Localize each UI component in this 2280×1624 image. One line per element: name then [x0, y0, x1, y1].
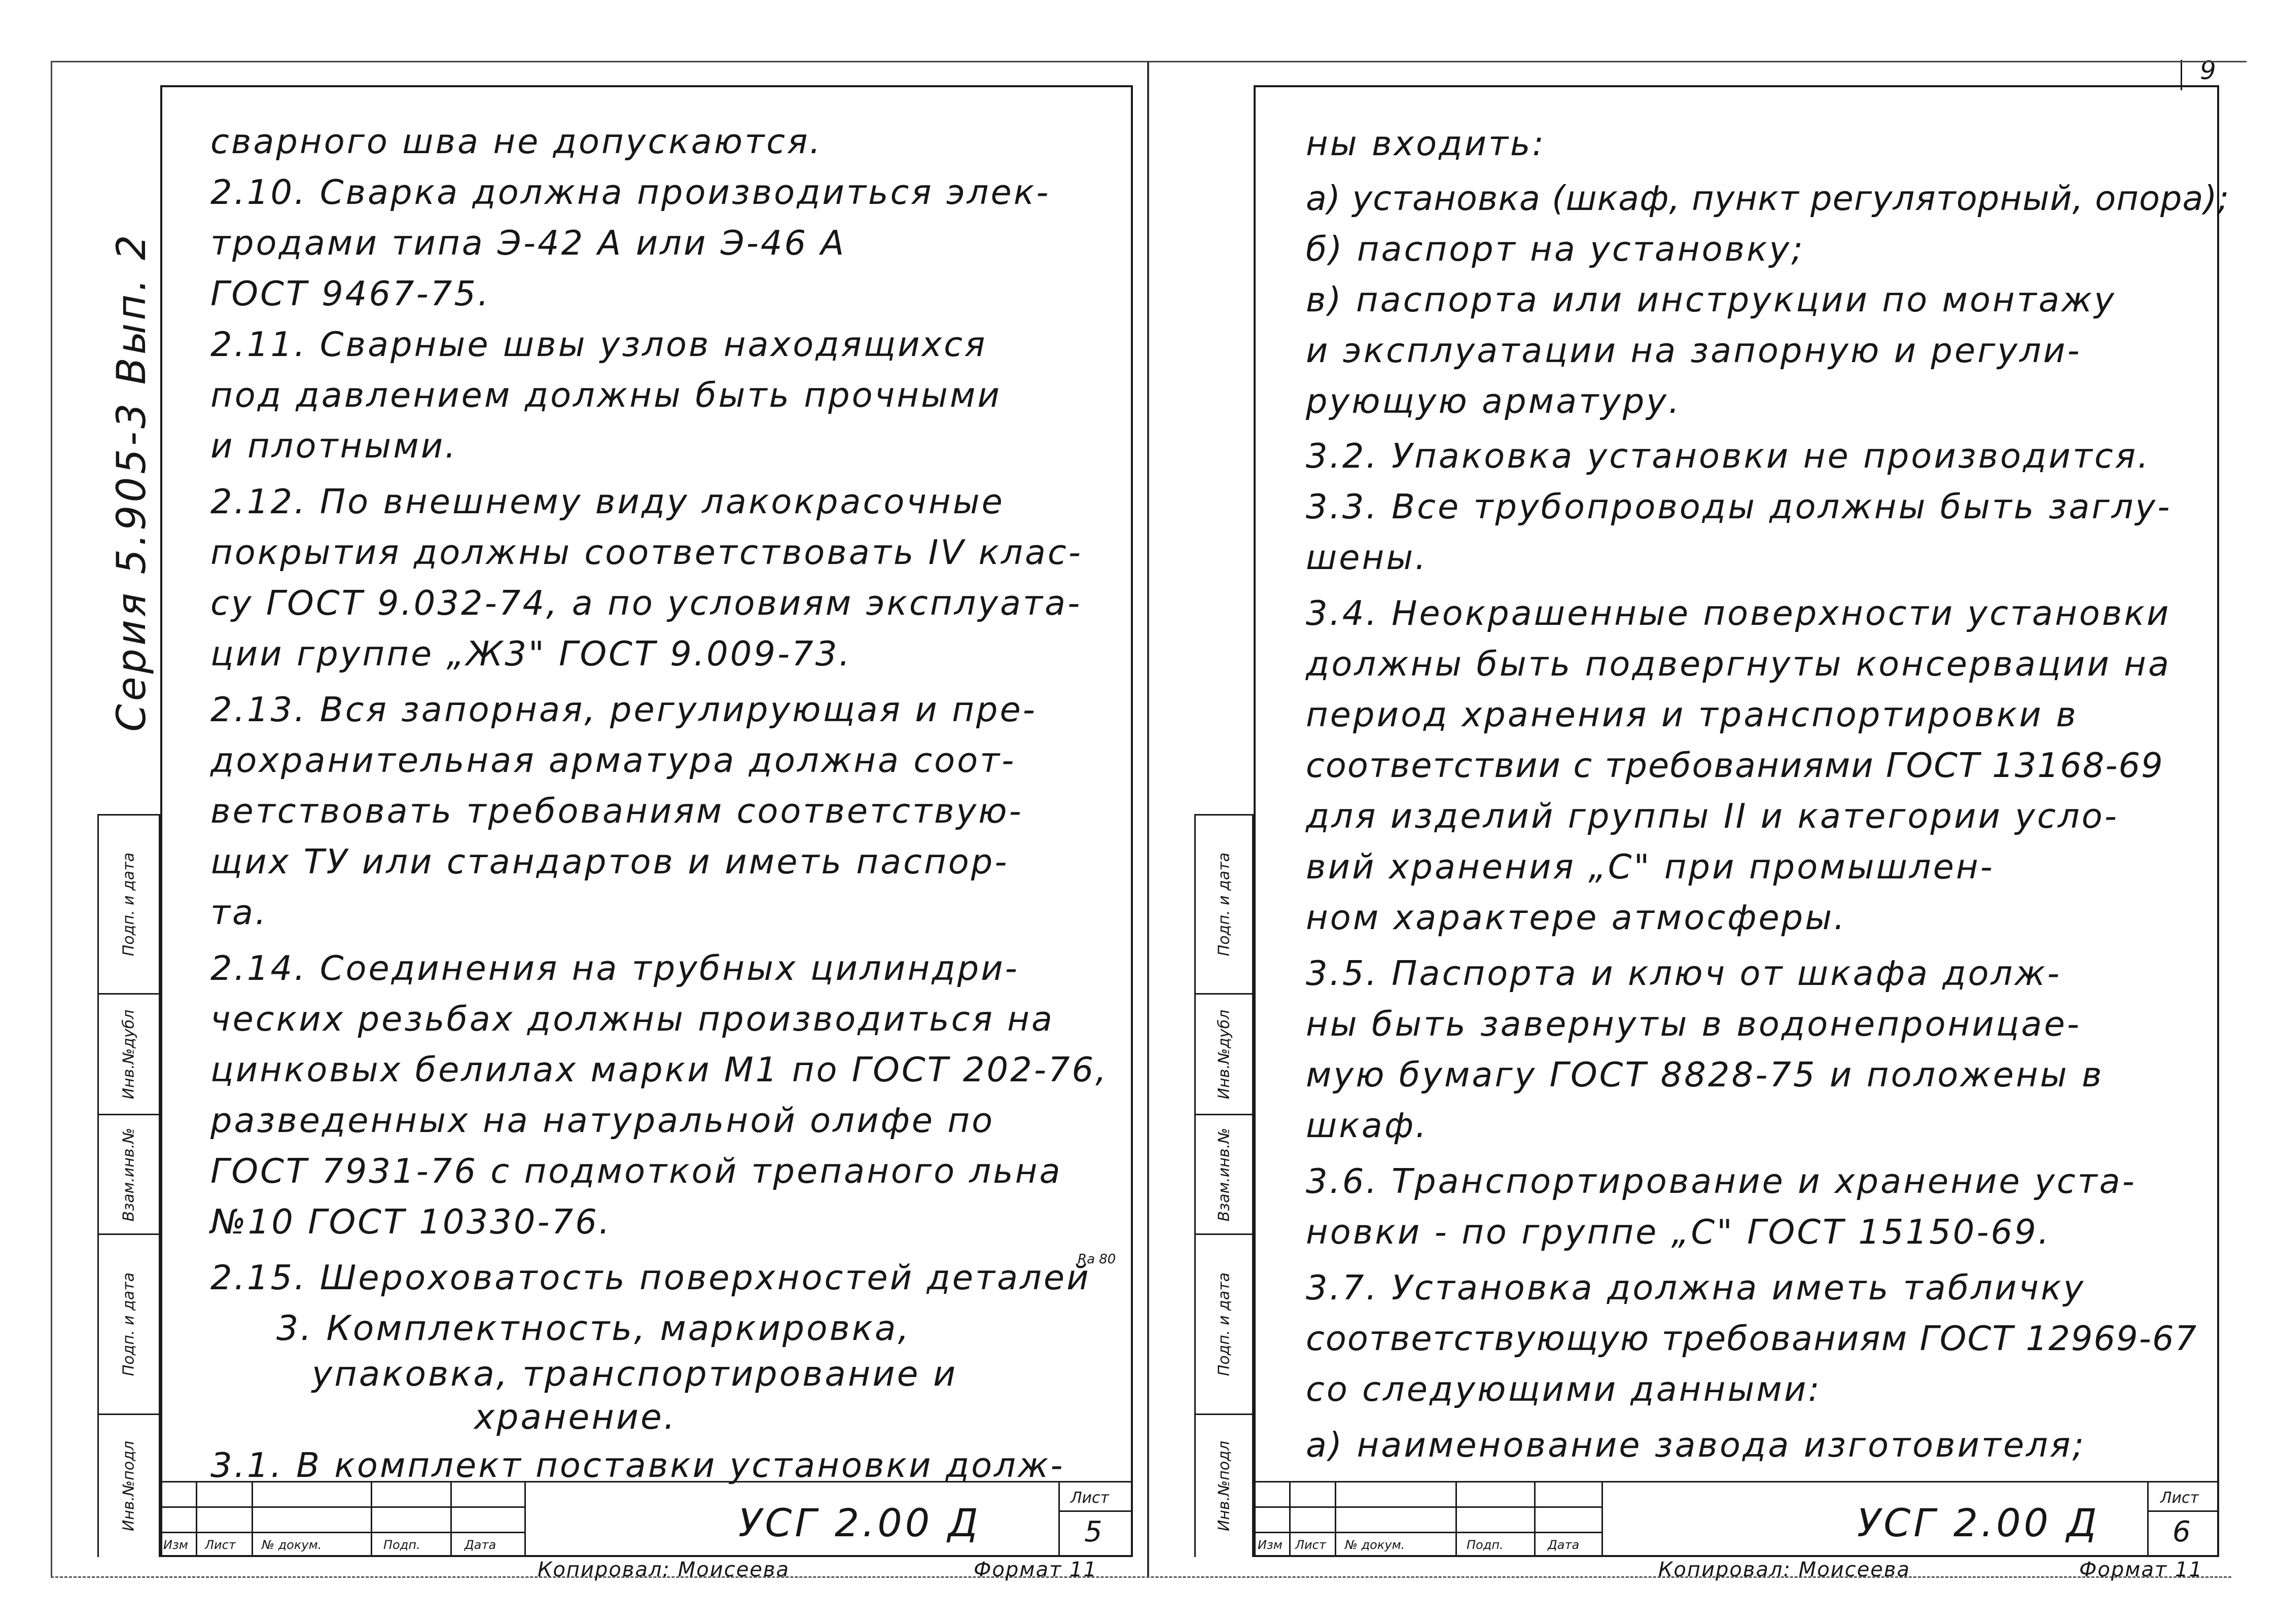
col-label-list: Лист — [1295, 1538, 1326, 1552]
text-line: в) паспорта или инструкции по монтажу — [1306, 280, 2116, 320]
tb-line — [371, 1481, 372, 1557]
side-stamp — [1194, 814, 1254, 1557]
text-line: разведенных на натуральной олифе по — [210, 1101, 995, 1140]
stamp-label: Взам.инв.№ — [1215, 1127, 1233, 1221]
stamp-label: Инв.№подл — [1215, 1440, 1233, 1532]
text-line: 3.6. Транспортирование и хранение уста- — [1306, 1161, 2136, 1201]
text-line: вий хранения „С" при промышлен- — [1306, 847, 1994, 887]
tb-line — [450, 1481, 452, 1557]
tb-line — [196, 1481, 197, 1557]
text-line: 2.15. Шероховатость поверхностей деталей — [210, 1258, 1091, 1297]
tb-line — [1058, 1481, 1060, 1557]
stamp-label: Инв.№дубл — [120, 1009, 138, 1099]
left-text-body — [210, 117, 1128, 1485]
stamp-label: Инв.№подл — [120, 1440, 138, 1532]
text-line: мую бумагу ГОСТ 8828-75 и положены в — [1306, 1055, 2104, 1095]
stamp-cell — [99, 1233, 159, 1414]
copied-by: Копировал: Моисеева — [1658, 1558, 1911, 1581]
text-line: шены. — [1306, 538, 1428, 577]
text-line: ческих резьбах должны производиться на — [210, 999, 1054, 1039]
sheet-label: Лист — [2160, 1489, 2199, 1507]
tb-line — [1601, 1481, 1603, 1557]
stamp-label: Подп. и дата — [120, 1272, 138, 1376]
text-line: а) установка (шкаф, пункт регуляторный, опора); — [1306, 179, 2230, 218]
text-line: новки - по группе „С" ГОСТ 15150-69. — [1306, 1212, 2051, 1252]
text-line: ветствовать требованиям соответствую- — [210, 791, 1023, 831]
stamp-label: Взам.инв.№ — [120, 1127, 138, 1221]
tb-line — [1058, 1510, 1133, 1512]
stamp-cell — [1196, 1233, 1252, 1414]
stamp-label: Подп. и дата — [120, 852, 138, 957]
section-heading: хранение. — [474, 1397, 677, 1437]
stamp-label: Подп. и дата — [1215, 852, 1233, 957]
text-line: и эксплуатации на запорную и регули- — [1306, 331, 2082, 370]
text-line: соответствующую требованиям ГОСТ 12969-67 — [1306, 1319, 2198, 1358]
text-line: №10 ГОСТ 10330-76. — [210, 1202, 612, 1242]
text-line: период хранения и транспортировки в — [1306, 695, 2078, 734]
text-line: а) наименование завода изготовителя; — [1306, 1425, 2086, 1465]
doc-code: УСГ 2.00 Д — [738, 1500, 981, 1545]
text-line: 3.4. Неокрашенные поверхности установки — [1306, 593, 2171, 633]
text-line: и плотными. — [210, 426, 458, 466]
col-label-doc: № докум. — [1345, 1538, 1405, 1552]
tb-line — [1254, 1506, 1601, 1508]
roughness-mark: Ra 80 — [1078, 1252, 1116, 1267]
stamp-label: Подп. и дата — [1215, 1272, 1233, 1376]
text-line: 2.13. Вся запорная, регулирующая и пре- — [210, 690, 1037, 729]
section-heading: 3. Комплектность, маркировка, — [276, 1309, 911, 1349]
col-label-izm: Изм — [1258, 1538, 1282, 1552]
tb-line — [2147, 1481, 2149, 1557]
sheet-divider — [1147, 61, 1149, 1577]
col-label-doc: № докум. — [262, 1538, 322, 1552]
format-label: Формат 11 — [974, 1558, 1097, 1581]
tb-line — [1254, 1481, 2219, 1482]
side-stamp — [97, 814, 160, 1557]
sheet-number: 6 — [2172, 1515, 2191, 1548]
col-label-list: Лист — [205, 1538, 236, 1552]
stamp-cell — [99, 1114, 159, 1233]
text-line: для изделий группы II и категории усло- — [1306, 796, 2119, 836]
series-label: Серия 5.905-3 Вып. 2 — [109, 232, 155, 732]
text-line: рующую арматуру. — [1306, 381, 1682, 421]
text-line: су ГОСТ 9.032-74, а по условиям эксплуата- — [210, 583, 1082, 623]
text-line: ГОСТ 7931-76 с подмоткой трепаного льна — [210, 1151, 1062, 1191]
section-heading: упаковка, транспортирование и — [312, 1354, 958, 1394]
text-line: 3.7. Установка должна иметь табличку — [1306, 1268, 2086, 1308]
doc-code: УСГ 2.00 Д — [1857, 1500, 2100, 1545]
sheet-number: 5 — [1084, 1515, 1102, 1548]
stamp-cell — [1196, 814, 1252, 993]
right-title-block — [1254, 1481, 2219, 1557]
tb-line — [1335, 1481, 1336, 1557]
tb-line — [160, 1532, 524, 1533]
format-label: Формат 11 — [2079, 1558, 2203, 1581]
text-line: 3.3. Все трубопроводы должны быть заглу- — [1306, 487, 2172, 526]
text-line: щих ТУ или стандартов и иметь паспор- — [210, 842, 1009, 881]
tb-line — [524, 1481, 526, 1557]
text-line: со следующими данными: — [1306, 1369, 1822, 1409]
text-line: 2.12. По внешнему виду лакокрасочные — [210, 482, 1005, 521]
col-label-sign: Подп. — [383, 1538, 420, 1552]
text-line: ном характере атмосферы. — [1306, 898, 1847, 937]
copied-by: Копировал: Моисеева — [538, 1558, 790, 1581]
text-line: б) паспорт на установку; — [1306, 229, 1805, 269]
col-label-izm: Изм — [163, 1538, 188, 1552]
text-line: та. — [210, 893, 268, 932]
text-line: должны быть подвергнуты консервации на — [1306, 644, 2171, 684]
text-line: дохранительная арматура должна соот- — [210, 740, 1016, 780]
text-line: ны входить: — [1306, 124, 1546, 163]
tb-line — [252, 1481, 253, 1557]
page-number: 9 — [2200, 56, 2216, 85]
text-line: 2.10. Сварка должна производиться элек- — [210, 172, 1051, 212]
stamp-cell — [99, 993, 159, 1114]
text-line: соответствии с требованиями ГОСТ 13168-69 — [1306, 746, 2164, 785]
right-text-body — [1306, 117, 2230, 1466]
sheet-label: Лист — [1071, 1489, 1110, 1507]
text-line: покрытия должны соответствовать IV клас- — [210, 533, 1083, 572]
left-title-block — [160, 1481, 1133, 1557]
text-line: 3.1. В комплект поставки установки долж- — [210, 1445, 1065, 1485]
text-line: 3.2. Упаковка установки не производится. — [1306, 436, 2151, 476]
tb-line — [160, 1506, 524, 1508]
text-line: 2.11. Сварные швы узлов находящихся — [210, 325, 987, 364]
col-label-date: Дата — [1548, 1538, 1580, 1552]
text-line: ГОСТ 9467-75. — [210, 274, 491, 313]
tb-line — [1254, 1532, 1601, 1533]
text-line: шкаф. — [1306, 1106, 1429, 1145]
text-line: цинковых белилах марки М1 по ГОСТ 202-76, — [210, 1050, 1109, 1089]
tb-line — [1289, 1481, 1291, 1557]
tb-line — [2147, 1510, 2219, 1512]
text-line: тродами типа Э-42 А или Э-46 А — [210, 223, 846, 263]
text-line: ны быть завернуты в водонепроницае- — [1306, 1004, 2081, 1044]
stamp-cell — [99, 1414, 159, 1557]
stamp-cell — [99, 814, 159, 993]
tb-line — [1455, 1481, 1457, 1557]
text-line: сварного шва не допускаются. — [210, 122, 823, 161]
left-edge-line — [51, 61, 52, 1577]
stamp-label: Инв.№дубл — [1215, 1009, 1233, 1099]
text-line: 3.5. Паспорта и ключ от шкафа долж- — [1306, 954, 2062, 993]
tb-line — [1534, 1481, 1536, 1557]
stamp-cell — [1196, 993, 1252, 1114]
text-line: ции группе „Ж3" ГОСТ 9.009-73. — [210, 634, 852, 674]
stamp-cell — [1196, 1414, 1252, 1557]
text-line: под давлением должны быть прочными — [210, 375, 1002, 415]
col-label-date: Дата — [465, 1538, 496, 1552]
stamp-cell — [1196, 1114, 1252, 1233]
tb-line — [160, 1481, 1133, 1482]
col-label-sign: Подп. — [1467, 1538, 1504, 1552]
text-line: 2.14. Соединения на трубных цилиндри- — [210, 948, 1019, 988]
